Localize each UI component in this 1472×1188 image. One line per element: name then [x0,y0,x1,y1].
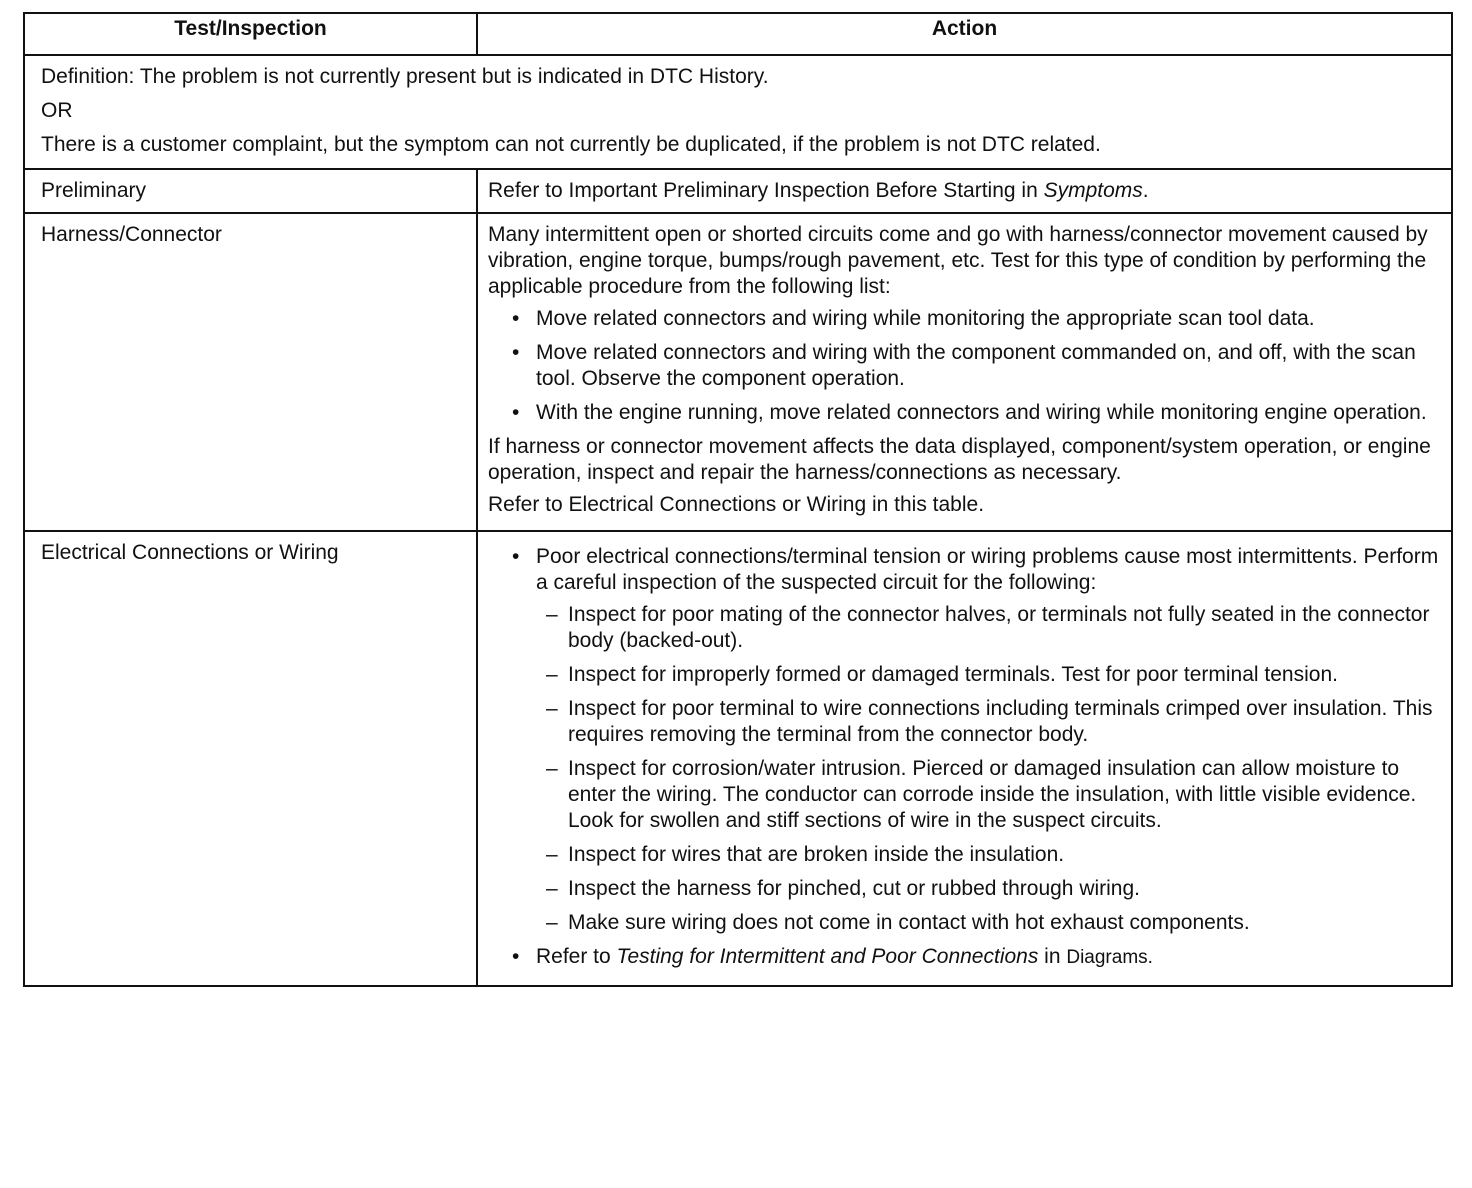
symptoms-reference: Symptoms [1043,179,1143,202]
list-item: – Inspect the harness for pinched, cut or rubbed through wiring. [546,876,1441,902]
list-item [512,944,1441,971]
diagrams-reference: Diagrams. [1066,947,1153,968]
inspection-dash-list [536,602,1441,936]
refer-prefix: Refer to [536,945,617,968]
list-item: • Move related connectors and wiring while monitoring the appropriate scan tool data. [512,306,1441,332]
wiring-bullet-1-text: Poor electrical connections/terminal tension or wiring problems cause most intermittents. Perform a careful inspection of the suspected circuit for the following: [536,545,1439,594]
list-item: • With the engine running, move related connectors and wiring while monitoring engine operation. [512,400,1441,426]
list-item [512,544,1441,936]
test-cell: Electrical Connections or Wiring [24,531,477,986]
list-item: – Make sure wiring does not come in contact with hot exhaust components. [546,910,1441,936]
action-text: Refer to Important Preliminary Inspection Before Starting in [488,179,1044,202]
list-item: – Inspect for improperly formed or damaged terminals. Test for poor terminal tension. [546,662,1441,688]
list-item: – Inspect for wires that are broken inside the insulation. [546,842,1441,868]
test-cell: Harness/Connector [24,213,477,531]
definition-line-1: Definition: The problem is not currently present but is indicated in DTC History. [41,65,769,88]
definition-cell [24,55,1452,169]
list-item: – Inspect for poor terminal to wire connections including terminals crimped over insulation. This requires removing the terminal from the connector body. [546,696,1441,748]
harness-refer-text: Refer to Electrical Connections or Wiring in this table. [488,493,985,516]
table-row-preliminary [24,169,1452,213]
intermittent-conditions-table [23,12,1453,987]
table-row-harness-connector [24,213,1452,531]
action-cell [477,169,1452,213]
test-cell: Preliminary [24,169,477,213]
wiring-bullet-list [488,544,1441,971]
table-header-row [24,13,1452,55]
harness-after-text: If harness or connector movement affects the data displayed, component/system operation, or engine operation, inspect and repair the harness/connections as necessary. [488,435,1431,484]
table-row-electrical-connections [24,531,1452,986]
action-period: . [1142,179,1149,202]
testing-intermittent-reference: Testing for Intermittent and Poor Connections [616,945,1039,968]
action-cell [477,213,1452,531]
list-item: • Move related connectors and wiring with the component commanded on, and off, with the scan tool. Observe the component operation. [512,340,1441,392]
definition-row [24,55,1452,169]
header-action: Action [477,13,1452,55]
list-item: – Inspect for corrosion/water intrusion. Pierced or damaged insulation can allow moisture to enter the wiring. The conductor can corrode inside the insulation, with little visible evidence. Look for swollen and stiff sections of wire in the suspect circuits. [546,756,1441,834]
refer-mid: in [1038,945,1067,968]
harness-intro: Many intermittent open or shorted circuits come and go with harness/connector movement caused by vibration, engine torque, bumps/rough pavement, etc. Test for this type of condition by performing the applicable procedure from the following list: [488,223,1428,298]
definition-line-3: There is a customer complaint, but the symptom can not currently be duplicated, if the problem is not DTC related. [41,133,1101,156]
header-test-inspection: Test/Inspection [24,13,477,55]
harness-procedure-list [488,306,1441,426]
action-cell [477,531,1452,986]
definition-or: OR [41,99,73,122]
list-item: – Inspect for poor mating of the connector halves, or terminals not fully seated in the connector body (backed-out). [546,602,1441,654]
